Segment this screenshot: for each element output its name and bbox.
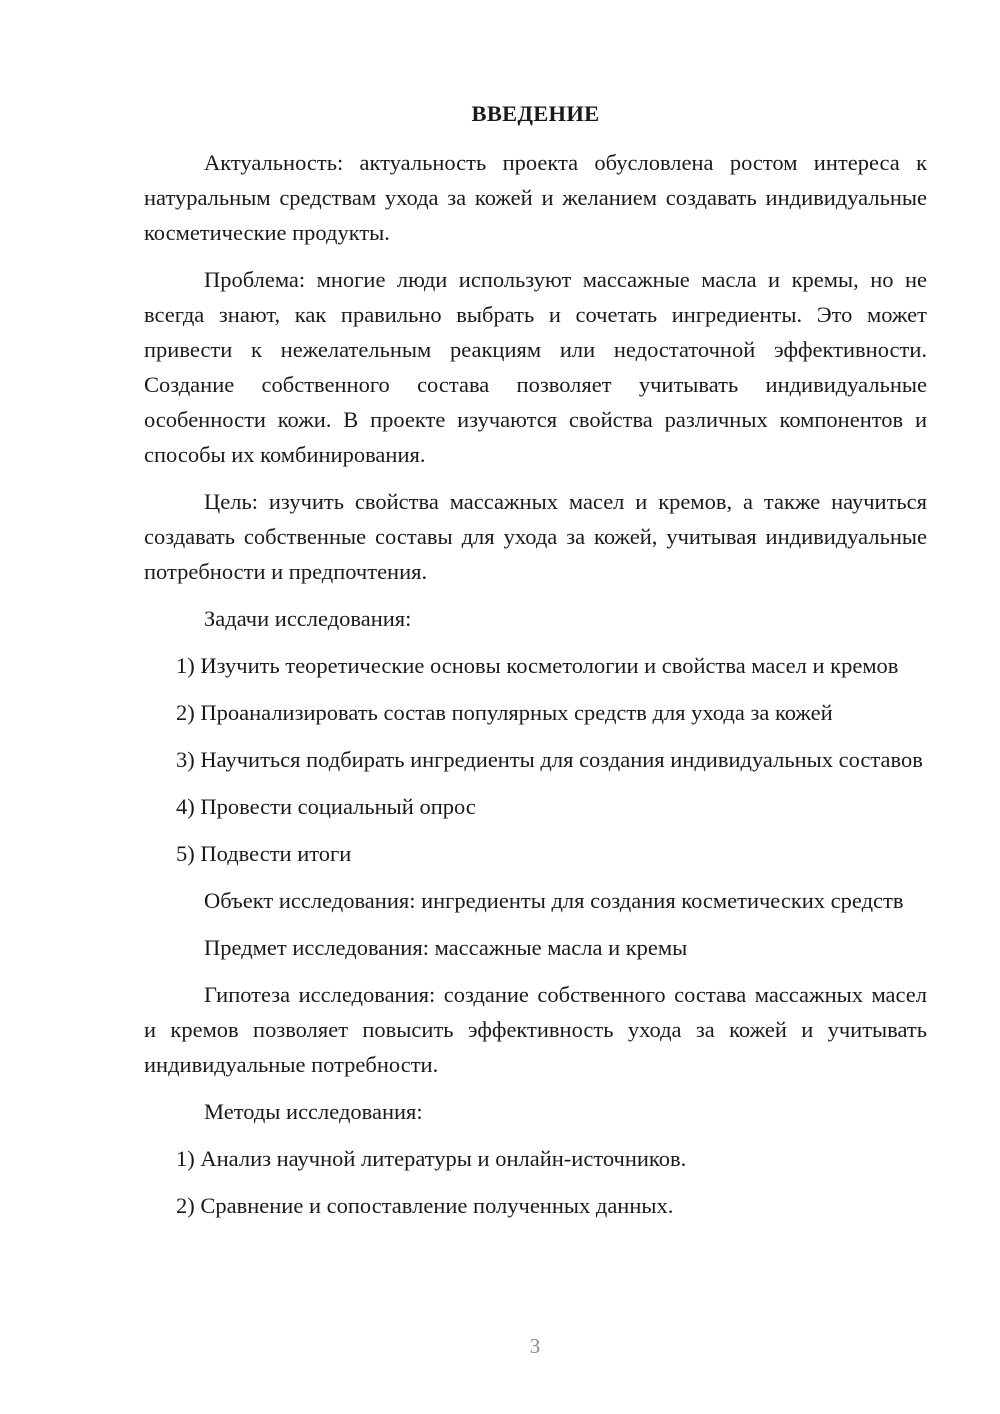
hypothesis-paragraph: Гипотеза исследования: создание собственного состава массажных масел и кремов позволяет повысить эффективность ухода за кожей и учитывать индивидуальные потребности. <box>144 982 927 1077</box>
subject-paragraph: Предмет исследования: массажные масла и кремы <box>204 935 688 960</box>
section-heading: ВВЕДЕНИЕ <box>471 101 600 126</box>
method-item-1: 1) Анализ научной литературы и онлайн-источников. <box>176 1146 687 1171</box>
task-item-4: 4) Провести социальный опрос <box>176 794 476 819</box>
tasks-label: Задачи исследования: <box>204 606 412 631</box>
task-item-2: 2) Проанализировать состав популярных средств для ухода за кожей <box>176 700 833 725</box>
page-number: 3 <box>529 1334 541 1358</box>
object-paragraph: Объект исследования: ингредиенты для создания косметических средств <box>204 888 904 913</box>
relevance-paragraph: Актуальность: актуальность проекта обусловлена ростом интереса к натуральным средствам ухода за кожей и желанием создавать индивидуальные косметические продукты. <box>144 150 927 245</box>
methods-label: Методы исследования: <box>204 1099 423 1124</box>
task-item-5: 5) Подвести итоги <box>176 841 352 866</box>
task-item-1: 1) Изучить теоретические основы косметологии и свойства масел и кремов <box>176 653 899 678</box>
document-page <box>144 96 927 1235</box>
problem-paragraph: Проблема: многие люди используют массажные масла и кремы, но не всегда знают, как правильно выбрать и сочетать ингредиенты. Это может привести к нежелательным реакциям или недостаточной эффективности. Создание собственного состава позволяет учитывать индивидуальные особенности кожи. В проекте изучаются свойства различных компонентов и способы их комбинирования. <box>144 267 927 467</box>
method-item-2: 2) Сравнение и сопоставление полученных данных. <box>176 1193 674 1218</box>
goal-paragraph: Цель: изучить свойства массажных масел и кремов, а также научиться создавать собственные составы для ухода за кожей, учитывая индивидуальные потребности и предпочтения. <box>144 489 927 584</box>
task-item-3: 3) Научиться подбирать ингредиенты для создания индивидуальных составов <box>176 747 923 772</box>
